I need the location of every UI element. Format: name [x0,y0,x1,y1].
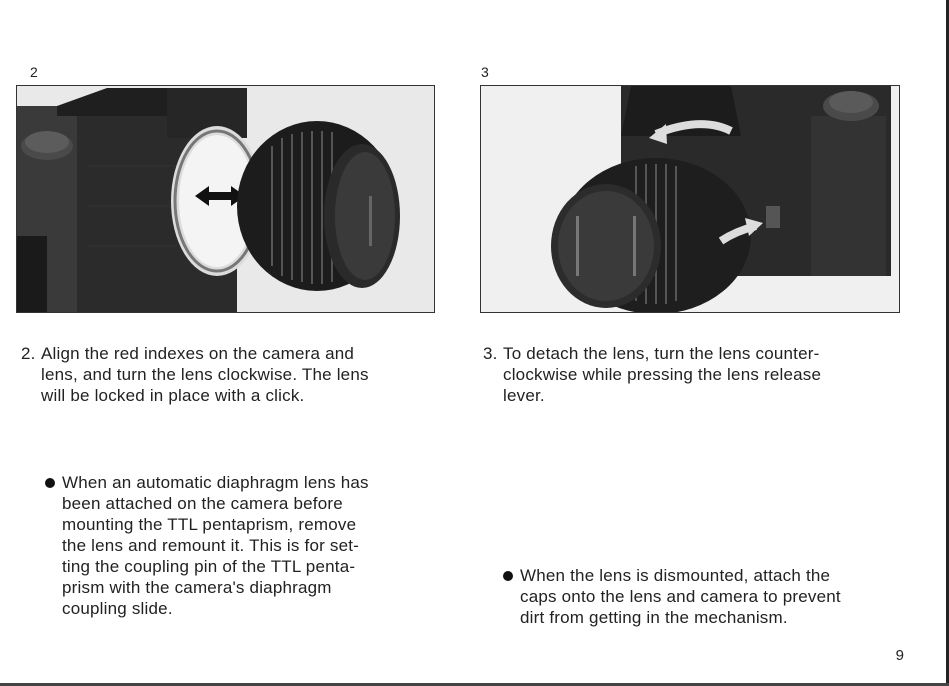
bullet-dot-icon [503,571,513,581]
text-line: clockwise while pressing the lens release [503,365,822,384]
text-line: ting the coupling pin of the TTL penta- [62,557,356,576]
text-line: mounting the TTL pentaprism, remove [62,515,357,534]
step-number: 3. [483,344,498,363]
page-number: 9 [895,647,904,664]
text-line: caps onto the lens and camera to prevent [520,587,841,606]
text-line: coupling slide. [62,599,173,618]
text-line: lens, and turn the lens clockwise. The lens [41,365,369,384]
text-line: When the lens is dismounted, attach the [520,566,831,585]
step-2-instruction [21,343,369,406]
text-line: dirt from getting in the mechanism. [520,608,788,627]
step-number: 2. [21,344,36,363]
figure-number-2: 2 [30,64,38,80]
note-attach-caps [520,565,841,628]
text-line: prism with the camera's diaphragm [62,578,332,597]
text-line: will be locked in place with a click. [41,386,305,405]
text-line: To detach the lens, turn the lens counter- [503,344,820,363]
note-remount-lens [62,472,369,619]
photo-lens-detaching [480,85,900,313]
text-line: been attached on the camera before [62,494,343,513]
text-line: the lens and remount it. This is for set- [62,536,360,555]
photo-lens-mounting [16,85,435,313]
bullet-dot-icon [45,478,55,488]
text-line: lever. [503,386,545,405]
text-line: When an automatic diaphragm lens has [62,473,369,492]
step-3-instruction [483,343,822,406]
figure-number-3: 3 [481,64,489,80]
text-line: Align the red indexes on the camera and [41,344,355,363]
